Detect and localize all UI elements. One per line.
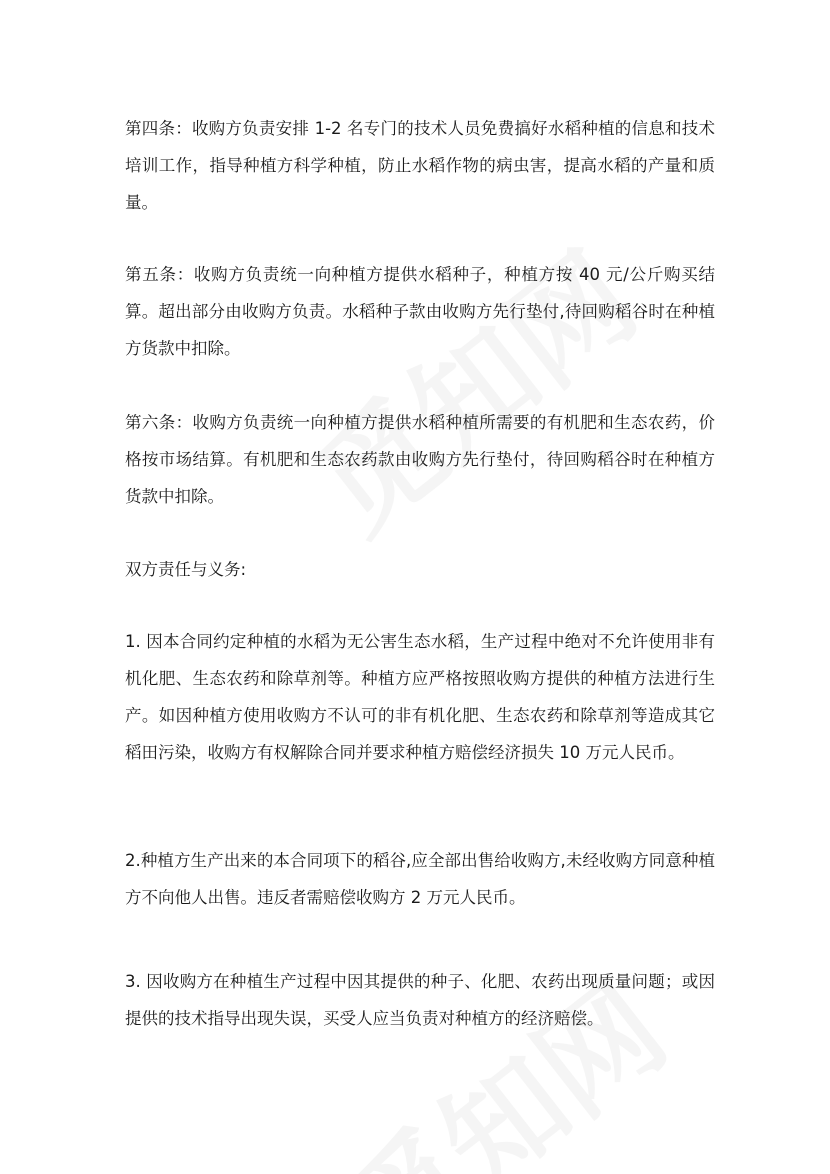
paragraph-article-4: 第四条：收购方负责安排 1-2 名专门的技术人员免费搞好水稻种植的信息和技术培训工作，指导种植方科学种植，防止水稻作物的病虫害，提高水稻的产量和质量。 [125,119,715,212]
section-heading-responsibilities: 双方责任与义务: [125,560,247,579]
paragraph-duty-2: 2.种植方生产出来的本合同项下的稻谷,应全部出售给收购方,未经收购方同意种植方不向他人出售。违反者需赔偿收购方 2 万元人民币。 [125,851,715,907]
paragraph-duty-1: 1. 因本合同约定种植的水稻为无公害生态水稻，生产过程中绝对不允许使用非有机化肥、生态农药和除草剂等。种植方应严格按照收购方提供的种植方法进行生产。如因种植方使用收购方不认可的非有机化肥、生态农药和除草剂等造成其它稻田污染，收购方有权解除合同并要求种植方赔偿经济损失 10 万元人民币。 [125,632,715,762]
paragraph-article-6: 第六条：收购方负责统一向种植方提供水稻种植所需要的有机肥和生态农药，价格按市场结算。有机肥和生态农药款由收购方先行垫付，待回购稻谷时在种植方货款中扣除。 [125,413,715,506]
paragraph-article-5: 第五条：收购方负责统一向种植方提供水稻种子，种植方按 40 元/公斤购买结算。超出部分由收购方负责。水稻种子款由收购方先行垫付,待回购稻谷时在种植方货款中扣除。 [125,265,715,358]
paragraph-duty-3: 3. 因收购方在种植生产过程中因其提供的种子、化肥、农药出现质量问题；或因提供的技术指导出现失误，买受人应当负责对种植方的经济赔偿。 [125,972,715,1028]
